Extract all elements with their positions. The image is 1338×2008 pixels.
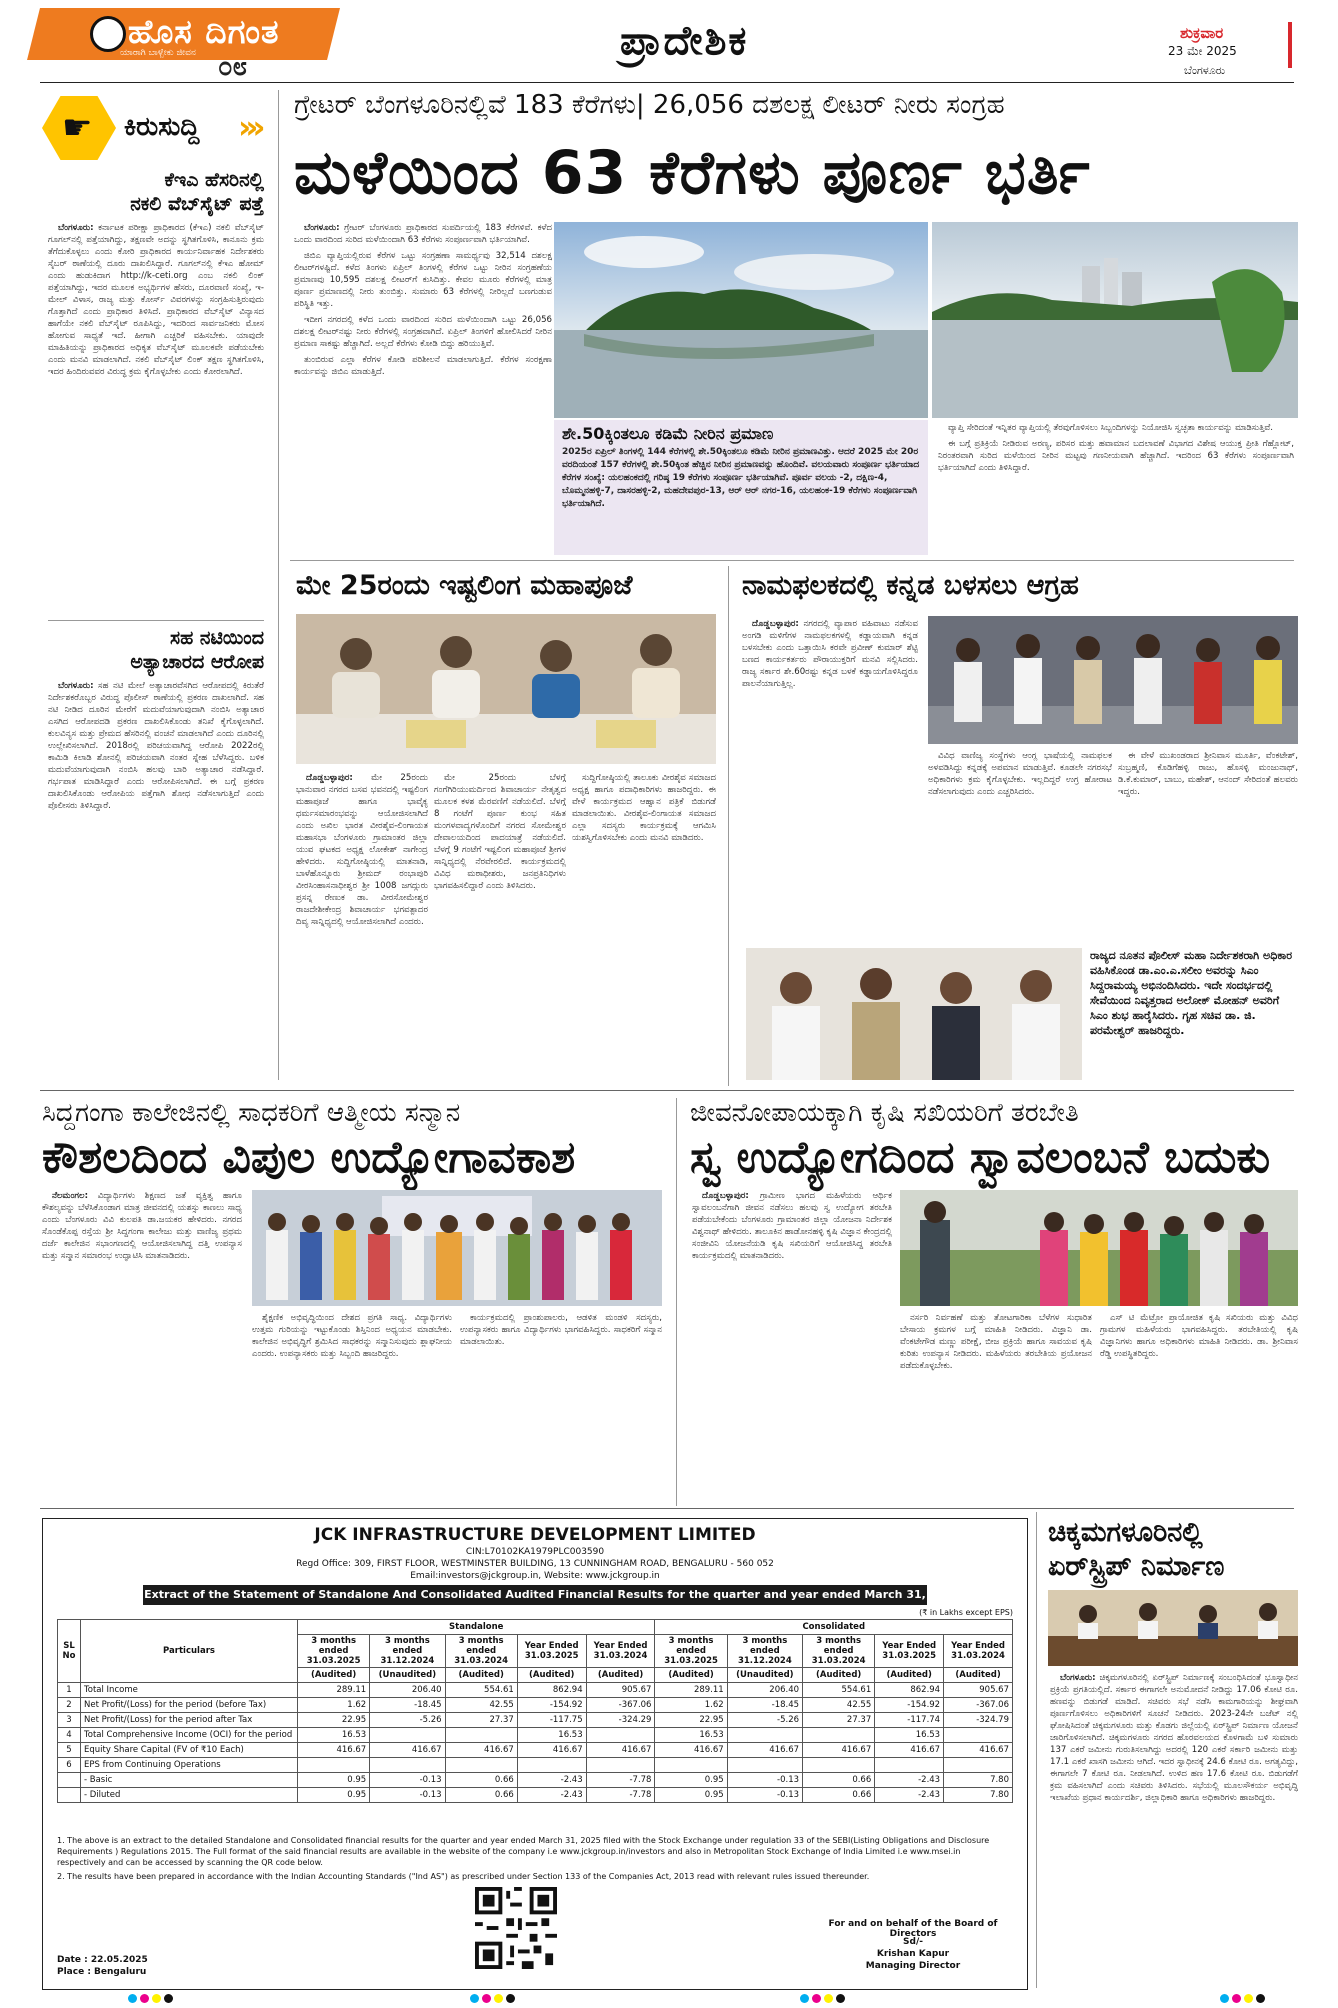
kannada-body-col3: ಈ ವೇಳೆ ಮುಖಂಡರಾದ ಶ್ರೀನಿವಾಸ ಮೂರ್ತಿ, ವೆಂಕಟೇಶ್, ಸುಬ್ರಹ್ಮಣಿ, ಕೊಡಿಗೆಹಳ್ಳಿ ರಾಜು, ಹೊಸಳ್ಳಿ ಮಂಜುನಾಥ್, ಡಿ.ಕೆ.ಕುಮಾರ್, ಬಾಬು, ಮಹೇಶ್, ಆನಂದ್ ಸೇರಿದಂತೆ ಹಲವರು ಇದ್ದರು. xyxy=(1118,751,1298,797)
consolidated-cell: 0.66 xyxy=(803,1773,875,1788)
farm-kicker: ಜೀವನೋಪಾಯಕ್ಕಾಗಿ ಕೃಷಿ ಸಖಿಯರಿಗೆ ತರಬೇತಿ xyxy=(690,1098,1079,1128)
ad-office-address: Regd Office: 309, FIRST FLOOR, WESTMINSTER BUILDING, 13 CUNNINGHAM ROAD, BENGALURU - 560 052 xyxy=(296,1559,774,1569)
puja-body-col2: ಮೇ 25ರಂದು ಬೆಳಗ್ಗೆ ಗಂಗೆಗಿರಿಯುಮರ್ದಿಂದ ಶಿವಾಚಾರ್ಯ ನೇತೃತ್ವದ ಮೂಲಕ ಕಳಶ ಮೆರವಣಿಗೆ ನಡೆಯಲಿದೆ. ಬೆಳಗ್ಗೆ 8 ಗಂಟೆಗೆ ಪೂರ್ಣ ಕುಂಭ ಸಹಿತ ಮಂಗಳವಾದ್ಯಗಳೊಂದಿಗೆ ನಗರದ ಸೋಮೇಶ್ವರ ದೇವಾಲಯದಿಂದ ಪಾದಯಾತ್ರೆ ನಡೆಯಲಿದೆ. ಬೆಳಗ್ಗೆ 9 ಗಂಟೆಗೆ ಇಷ್ಟಲಿಂಗ ಮಹಾಪೂಜೆ ಶ್ರೀಗಳ ಸಾನ್ನಿಧ್ಯದಲ್ಲಿ ನೆರವೇರಲಿದೆ. ಕಾರ್ಯಕ್ರಮದಲ್ಲಿ ವಿವಿಧ ಮಠಾಧೀಶರು, ಜನಪ್ರತಿನಿಧಿಗಳು ಭಾಗವಹಿಸಲಿದ್ದಾರೆ ಎಂದು ತಿಳಿಸಿದರು. xyxy=(434,773,566,891)
pointing-hand-icon: ☛ xyxy=(62,108,93,148)
consolidated-cell: 0.95 xyxy=(655,1788,727,1803)
lead-side-body: ವ್ಯಾಪ್ತಿ ಸೇರಿದಂತೆ ಇನ್ನಿತರ ವ್ಯಾಪ್ತಿಯಲ್ಲಿ ತೆರವುಗೊಳಿಸಲು ಸಿಬ್ಬಂದಿಗಳನ್ನು ನಿಯೋಜಿಸಿ ಸ್ವಚ್ಛತಾ ಕಾರ್ಯವನ್ನು ಮಾಡಿಸುತ್ತಿವೆ. ಈ ಬಗ್ಗೆ ಪ್ರತಿಕ್ರಿಯೆ ನೀಡಿರುವ ಅರಣ್ಯ, ಪರಿಸರ ಮತ್ತು ಹವಾಮಾನ ಬದಲಾವಣೆ ವಿಭಾಗದ ವಿಶೇಷ ಆಯುಕ್ತ ಪ್ರೀತಿ ಗೆಹ್ಲೋಟ್, ನಿರಂತರವಾಗಿ ಸುರಿದ ಮಳೆಯಿಂದ ನೀರಿನ ಮಟ್ಟವು ಗಣನೀಯವಾಗಿ ಹೆಚ್ಚಾಗಿದೆ. ಇದರಿಂದ 63 ಕೆರೆಗಳು ಸಂಪೂರ್ಣವಾಗಿ ಭರ್ತಿಯಾಗಿದೆ ಎಂದು ತಿಳಿಸಿದ್ದಾರೆ. xyxy=(938,423,1294,473)
consolidated-cell xyxy=(944,1758,1013,1773)
table-row xyxy=(58,1683,1013,1698)
consolidated-cell: 7.80 xyxy=(944,1773,1013,1788)
audit-status-header: (Audited) xyxy=(517,1668,586,1683)
consolidated-cell xyxy=(727,1758,802,1773)
audit-status-header: (Audited) xyxy=(298,1668,370,1683)
financial-results-table xyxy=(57,1619,1013,1803)
ad-place: Place : Bengaluru xyxy=(57,1967,147,1977)
standalone-cell: 554.61 xyxy=(445,1683,517,1698)
ad-date: Date : 22.05.2025 xyxy=(57,1955,148,1965)
standalone-cell xyxy=(370,1728,445,1743)
standalone-cell xyxy=(517,1758,586,1773)
ad-signatory: Krishan Kapur xyxy=(876,1949,950,1959)
consolidated-cell: -154.92 xyxy=(875,1698,944,1713)
standalone-cell: 416.67 xyxy=(370,1743,445,1758)
standalone-cell: 0.66 xyxy=(445,1773,517,1788)
row-label: - Basic xyxy=(81,1773,298,1788)
table-row xyxy=(58,1758,1013,1773)
table-row xyxy=(58,1713,1013,1728)
consolidated-cell: 289.11 xyxy=(655,1683,727,1698)
standalone-cell: -2.43 xyxy=(517,1773,586,1788)
consolidated-cell xyxy=(803,1758,875,1773)
issue-day: ಶುಕ್ರವಾರ xyxy=(1180,24,1224,42)
consolidated-cell xyxy=(655,1758,727,1773)
consolidated-cell xyxy=(727,1728,802,1743)
edition-city: ಬೆಂಗಳೂರು xyxy=(1184,64,1226,77)
college-body-col2: ಶೈಕ್ಷಣಿಕ ಅಭಿವೃದ್ಧಿಯಿಂದ ದೇಶದ ಪ್ರಗತಿ ಸಾಧ್ಯ. ವಿದ್ಯಾರ್ಥಿಗಳು ಉತ್ತಮ ಗುರಿಯನ್ನು ಇಟ್ಟುಕೊಂಡು ಶಿಸ್ತಿನಿಂದ ಅಧ್ಯಯನ ಮಾಡಬೇಕು. ಕಾಲೇಜಿನ ಅಭಿವೃದ್ಧಿಗೆ ಶ್ರಮಿಸಿದ ಸಾಧಕರನ್ನು ಸನ್ಮಾನಿಸುವುದು ಶ್ಲಾಘನೀಯ ಎಂದರು. ಉಪನ್ಯಾಸಕರು ಮತ್ತು ಸಿಬ್ಬಂದಿ ಹಾಜರಿದ್ದರು. xyxy=(252,1313,452,1359)
standalone-cell xyxy=(298,1758,370,1773)
ad-company-name: JCK INFRASTRUCTURE DEVELOPMENT LIMITED xyxy=(314,1525,756,1545)
ad-unit-note: (₹ in Lakhs except EPS) xyxy=(919,1608,1013,1617)
standalone-cell xyxy=(445,1758,517,1773)
lead-headline: ಮಳೆಯಿಂದ 63 ಕೆರೆಗಳು ಪೂರ್ಣ ಭರ್ತಿ xyxy=(294,138,1091,208)
registration-dot-magenta xyxy=(140,1994,149,2003)
row-label: Net Profit/(Loss) for the period (before Tax) xyxy=(81,1698,298,1713)
date-accent-bar xyxy=(1288,22,1292,68)
audit-status-header: (Audited) xyxy=(586,1668,655,1683)
audit-status-header: (Audited) xyxy=(875,1668,944,1683)
registration-dot-black-4 xyxy=(1256,1994,1265,2003)
sidebar-story2-headline: ಸಹ ನಟಿಯಿಂದ ಅತ್ಯಾಚಾರದ ಆರೋಪ xyxy=(130,627,264,673)
row-label: Total Income xyxy=(81,1683,298,1698)
jck-financial-results-ad xyxy=(42,1518,1028,1990)
kiru-suddi-label: ಕಿರುಸುದ್ದಿ xyxy=(124,112,200,142)
table-row xyxy=(58,1698,1013,1713)
standalone-cell: 0.66 xyxy=(445,1788,517,1803)
standalone-cell: 289.11 xyxy=(298,1683,370,1698)
consolidated-cell: -5.26 xyxy=(727,1713,802,1728)
standalone-cell: 862.94 xyxy=(517,1683,586,1698)
ad-note-2: 2. The results have been prepared in accordance with the Indian Accounting Standards ("Ind AS") as prescribed under Section 133 of the Companies Act, 2013 read with relevant rules issued thereunder. xyxy=(57,1872,870,1881)
period-header: Year Ended 31.03.2025 xyxy=(875,1635,944,1668)
lake-photo-2 xyxy=(932,222,1298,418)
farm-body-col2: ನರ್ಸರಿ ನಿರ್ವಹಣೆ ಮತ್ತು ತೋಟಗಾರಿಕಾ ಬೆಳೆಗಳ ಸುಧಾರಿತ ಬೇಸಾಯ ಕ್ರಮಗಳ ಬಗ್ಗೆ ಮಾಹಿತಿ ನೀಡಿದರು. ವಿಜ್ಞಾನಿ ಡಾ. ವೆಂಕಟೇಗೌಡ ಮಣ್ಣು ಪರೀಕ್ಷೆ, ಬೀಜ ಪ್ರಕ್ರಿಯೆ ಹಾಗೂ ಸಾವಯವ ಕೃಷಿ ಕುರಿತು ಉಪನ್ಯಾಸ ನೀಡಿದರು. ಮಹಿಳೆಯರು ತರಬೇತಿಯ ಪ್ರಯೋಜನ ಪಡೆದುಕೊಳ್ಳಬೇಕು. xyxy=(900,1313,1092,1371)
consolidated-cell: -2.43 xyxy=(875,1773,944,1788)
standalone-cell: -5.26 xyxy=(370,1713,445,1728)
standalone-cell: -0.13 xyxy=(370,1788,445,1803)
farm-body-col1: ದೊಡ್ಡಬಳ್ಳಾಪುರ: ಗ್ರಾಮೀಣ ಭಾಗದ ಮಹಿಳೆಯರು ಆರ್ಥಿಕ ಸ್ವಾವಲಂಬನೆಗಾಗಿ ಜೀವನ ನಡೆಸಲು ಹಲವು ಸ್ವ ಉದ್ಯೋಗ ತರಬೇತಿ ಪಡೆಯಬೇಕೆಂದು ಬೆಂಗಳೂರು ಗ್ರಾಮಾಂತರ ಜಿಲ್ಲಾ ಯೋಜನಾ ನಿರ್ದೇಶಕ ವಿಶ್ವನಾಥ್ ಹೇಳಿದರು. ತಾಲೂಕಿನ ಹಾಡೋನಹಳ್ಳಿ ಕೃಷಿ ವಿಜ್ಞಾನ ಕೇಂದ್ರದಲ್ಲಿ ಸಂಜೀವಿನಿ ಯೋಜನೆಯಡಿ ಕೃಷಿ ಸಖಿಯರಿಗೆ ಆಯೋಜಿಸಿದ್ದ ತರಬೇತಿ ಕಾರ್ಯಕ್ರಮದಲ್ಲಿ ಮಾತನಾಡಿದರು. xyxy=(692,1191,892,1261)
standalone-cell: 416.67 xyxy=(298,1743,370,1758)
row-label: EPS from Continuing Operations xyxy=(81,1758,298,1773)
registration-dot-cyan xyxy=(128,1994,137,2003)
consolidated-cell: 206.40 xyxy=(727,1683,802,1698)
consolidated-cell: 16.53 xyxy=(655,1728,727,1743)
consolidated-cell: 16.53 xyxy=(875,1728,944,1743)
group-standalone: Standalone xyxy=(298,1620,655,1635)
registration-dot-cyan-3 xyxy=(800,1994,809,2003)
kannada-memorandum-photo xyxy=(928,616,1298,744)
col-sl: SL No xyxy=(58,1620,81,1683)
row-label: Equity Share Capital (FV of ₹10 Each) xyxy=(81,1743,298,1758)
row-sl: 3 xyxy=(58,1713,81,1728)
audit-status-header: (Audited) xyxy=(655,1668,727,1683)
puja-column-rule xyxy=(728,566,729,1086)
college-body-col3: ಕಾರ್ಯಕ್ರಮದಲ್ಲಿ ಪ್ರಾಂಶುಪಾಲರು, ಆಡಳಿತ ಮಂಡಳಿ ಸದಸ್ಯರು, ಉಪನ್ಯಾಸಕರು ಹಾಗೂ ವಿದ್ಯಾರ್ಥಿಗಳು ಭಾಗವಹಿಸಿದ್ದರು. ಸಾಧಕರಿಗೆ ಸನ್ಮಾನ ಮಾಡಲಾಯಿತು. xyxy=(460,1313,662,1347)
lead-photo-caption: ಶೇ.50ಕ್ಕಿಂತಲೂ ಕಡಿಮೆ ನೀರಿನ ಪ್ರಮಾಣ 2025ರ ಏಪ್ರಿಲ್ ತಿಂಗಳಲ್ಲಿ 144 ಕೆರೆಗಳಲ್ಲಿ ಶೇ.50ಕ್ಕಿಂತಲೂ ಕಡಿಮೆ ನೀರಿನ ಪ್ರಮಾಣವಿತ್ತು. ಆದರೆ 2025 ಮೇ 20ರ ವರದಿಯಂತೆ 157 ಕೆರೆಗಳಲ್ಲಿ ಶೇ.50ಕ್ಕಿಂತ ಹೆಚ್ಚಿನ ನೀರಿನ ಪ್ರಮಾಣವನ್ನು ಹೊಂದಿವೆ. ವಲಯವಾರು ಸಂಪೂರ್ಣ ಭರ್ತಿಯಾದ ಕೆರೆಗಳ ಸಂಖ್ಯೆ: ಯಲಹಂಕದಲ್ಲಿ ಗರಿಷ್ಠ 19 ಕೆರೆಗಳು ಸಂಪೂರ್ಣ ಭರ್ತಿಯಾಗಿವೆ. ಪೂರ್ವ ವಲಯ -2, ದಕ್ಷಿಣ-4, ಬೊಮ್ಮನಹಳ್ಳಿ-7, ದಾಸರಹಳ್ಳಿ-2, ಮಹದೇವಪುರ-13, ಆರ್ ಆರ್ ನಗರ-16, ಯಲಹಂಕ-19 ಕೆರೆಗಳು ಸಂಪೂರ್ಣವಾಗಿ ಭರ್ತಿಯಾಗಿದೆ. xyxy=(554,420,928,555)
registration-dot-magenta-4 xyxy=(1232,1994,1241,2003)
consolidated-cell: -324.79 xyxy=(944,1713,1013,1728)
college-body-col1: ನೆಲಮಂಗಲ: ವಿದ್ಯಾರ್ಥಿಗಳು ಶಿಕ್ಷಣದ ಜತೆ ವ್ಯಕ್ತಿತ್ವ ಹಾಗೂ ಕೌಶಲ್ಯವನ್ನು ಬೆಳೆಸಿಕೊಂಡಾಗ ಮಾತ್ರ ಜೀವನದಲ್ಲಿ ಯಶಸ್ಸು ಕಾಣಲು ಸಾಧ್ಯ ಎಂದು ಬೆಂಗಳೂರು ವಿವಿ ಕುಲಪತಿ ಡಾ.ಜಯಕರ ಹೇಳಿದರು. ನಗರದ ಸೊಂಡೆಕೊಪ್ಪ ರಸ್ತೆಯ ಶ್ರೀ ಸಿದ್ದಗಂಗಾ ಕಾಲೇಜು ಮತ್ತು ವಾಣಿಜ್ಯ ಪ್ರಥಮ ದರ್ಜೆ ಕಾಲೇಜಿನ ಸಭಾಂಗಣದಲ್ಲಿ ಆಯೋಜಿಸಲಾಗಿದ್ದ ದತ್ತಿ ಉಪನ್ಯಾಸ ಮತ್ತು ಸನ್ಮಾನ ಸಮಾರಂಭ ಉದ್ಘಾಟಿಸಿ ಮಾತನಾಡಿದರು. xyxy=(42,1191,242,1261)
ad-signature-mark: Sd/- xyxy=(903,1937,923,1947)
consolidated-cell: 416.67 xyxy=(655,1743,727,1758)
issue-date: 23 ಮೇ 2025 xyxy=(1168,44,1237,58)
standalone-cell: 27.37 xyxy=(445,1713,517,1728)
ad-statement-title: Extract of the Statement of Standalone And Consolidated Audited Financial Results for the quarter and year ended March 31, 2025 xyxy=(143,1585,927,1605)
standalone-cell: -7.78 xyxy=(586,1773,655,1788)
standalone-cell: 0.95 xyxy=(298,1788,370,1803)
standalone-cell: -2.43 xyxy=(517,1788,586,1803)
registration-dot-yellow-2 xyxy=(494,1994,503,2003)
registration-dot-black xyxy=(164,1994,173,2003)
header-rule xyxy=(40,82,1294,83)
period-header: Year Ended 31.03.2025 xyxy=(517,1635,586,1668)
consolidated-cell xyxy=(803,1728,875,1743)
standalone-cell: -18.45 xyxy=(370,1698,445,1713)
college-headline: ಕೌಶಲದಿಂದ ವಿಪುಲ ಉದ್ಯೋಗಾವಕಾಶ xyxy=(42,1132,576,1183)
consolidated-cell: -0.13 xyxy=(727,1788,802,1803)
standalone-cell: -0.13 xyxy=(370,1773,445,1788)
period-header: 3 months ended 31.03.2024 xyxy=(445,1635,517,1668)
table-row xyxy=(58,1743,1013,1758)
registration-dot-black-3 xyxy=(836,1994,845,2003)
ad-board-note: For and on behalf of the Board of Directors xyxy=(828,1919,998,1939)
audit-status-header: (Audited) xyxy=(445,1668,517,1683)
standalone-cell: 416.67 xyxy=(586,1743,655,1758)
puja-body-col3: ಸುದ್ದಿಗೋಷ್ಠಿಯಲ್ಲಿ ತಾಲೂಕು ವೀರಶೈವ ಸಮಾಜದ ಅಧ್ಯಕ್ಷ ಹಾಗೂ ಪದಾಧಿಕಾರಿಗಳು ಹಾಜರಿದ್ದರು. ಈ ವೇಳೆ ಕಾರ್ಯಕ್ರಮದ ಆಹ್ವಾನ ಪತ್ರಿಕೆ ಬಿಡುಗಡೆ ಮಾಡಲಾಯಿತು. ವೀರಶೈವ-ಲಿಂಗಾಯತ ಸಮಾಜದ ಎಲ್ಲಾ ಸದಸ್ಯರು ಕಾರ್ಯಕ್ರಮಕ್ಕೆ ಆಗಮಿಸಿ ಯಶಸ್ವಿಗೊಳಿಸಬೇಕು ಎಂದು ಮನವಿ ಮಾಡಿದರು. xyxy=(572,773,716,843)
consolidated-cell: 862.94 xyxy=(875,1683,944,1698)
farm-body-col3: ಎಸ್ ಟಿ ಮೆಟ್ರೋ ಪ್ರಾಯೋಜಿತ ಕೃಷಿ ಸಖಿಯರು ಮತ್ತು ವಿವಿಧ ಗ್ರಾಮಗಳ ಮಹಿಳೆಯರು ಭಾಗವಹಿಸಿದ್ದರು. ತರಬೇತಿಯಲ್ಲಿ ಕೃಷಿ ವಿಜ್ಞಾನಿಗಳು ಹಾಗೂ ಅಧಿಕಾರಿಗಳು ಮಾಹಿತಿ ನೀಡಿದರು. ಡಾ. ಶ್ರೀನಿವಾಸ ರೆಡ್ಡಿ ಉಪಸ್ಥಿತರಿದ್ದರು. xyxy=(1100,1313,1298,1359)
standalone-cell: -324.29 xyxy=(586,1713,655,1728)
airstrip-column-rule xyxy=(1036,1512,1037,1988)
standalone-cell: 1.62 xyxy=(298,1698,370,1713)
row-sl: 1 xyxy=(58,1683,81,1698)
consolidated-cell: 27.37 xyxy=(803,1713,875,1728)
standalone-cell: 905.67 xyxy=(586,1683,655,1698)
police-photo-caption: ರಾಜ್ಯದ ನೂತನ ಪೊಲೀಸ್ ಮಹಾ ನಿರ್ದೇಶಕರಾಗಿ ಅಧಿಕಾರ ವಹಿಸಿಕೊಂಡ ಡಾ.ಎಂ.ಎ.ಸಲೀಂ ಅವರನ್ನು ಸಿಎಂ ಸಿದ್ದರಾಮಯ್ಯ ಅಭಿನಂದಿಸಿದರು. ಇದೇ ಸಂದರ್ಭದಲ್ಲಿ ಸೇವೆಯಿಂದ ನಿವೃತ್ತರಾದ ಅಲೋಕ್ ಮೋಹನ್ ಅವರಿಗೆ ಸಿಎಂ ಶುಭ ಹಾರೈಸಿದರು. ಗೃಹ ಸಚಿವ ಡಾ. ಜಿ. ಪರಮೇಶ್ವರ್ ಹಾಜರಿದ್ದರು. xyxy=(1090,949,1293,1037)
section-title: ಪ್ರಾದೇಶಿಕ xyxy=(620,18,749,64)
ad-contact: Email:investors@jckgroup.in, Website: www.jckgroup.in xyxy=(410,1571,660,1581)
standalone-cell: 22.95 xyxy=(298,1713,370,1728)
page-number: ೦೮ xyxy=(218,52,248,82)
registration-dot-yellow-4 xyxy=(1244,1994,1253,2003)
consolidated-cell: -18.45 xyxy=(727,1698,802,1713)
standalone-cell: 206.40 xyxy=(370,1683,445,1698)
standalone-cell: 16.53 xyxy=(517,1728,586,1743)
row-label: Total Comprehensive Income (OCI) for the period xyxy=(81,1728,298,1743)
qr-code-icon xyxy=(475,1887,557,1969)
group-consolidated: Consolidated xyxy=(655,1620,1013,1635)
masthead-logo-icon xyxy=(90,16,126,52)
airstrip-body: ಬೆಂಗಳೂರು: ಚಿಕ್ಕಮಗಳೂರಿನಲ್ಲಿ ಏರ್‌ಸ್ಟ್ರಿಪ್ ನಿರ್ಮಾಣಕ್ಕೆ ಸಂಬಂಧಿಸಿದಂತೆ ಭೂಸ್ವಾಧೀನ ಪ್ರಕ್ರಿಯೆ ಪ್ರಗತಿಯಲ್ಲಿದೆ. ಸರ್ಕಾರ ಈಗಾಗಲೇ ಅನುಮೋದನೆ ನೀಡಿದ್ದು 17.06 ಕೋಟಿ ರೂ. ಹಣವನ್ನು ಬಿಡುಗಡೆ ಮಾಡಿದೆ. ಸಚಿವರು ಸಭೆ ನಡೆಸಿ ಕಾಮಗಾರಿಯನ್ನು ಶೀಘ್ರವಾಗಿ ಪೂರ್ಣಗೊಳಿಸಲು ಅಧಿಕಾರಿಗಳಿಗೆ ಸೂಚನೆ ನೀಡಿದರು. 2023-24ನೇ ಬಜೆಟ್ ನಲ್ಲಿ ಘೋಷಿಸಿದಂತೆ ಚಿಕ್ಕಮಗಳೂರು ಮತ್ತು ಕೊಡಗು ಜಿಲ್ಲೆಯಲ್ಲಿ ಏರ್‌ಸ್ಟ್ರಿಪ್ ನಿರ್ಮಾಣ ಯೋಜನೆ ಜಾರಿಗೊಳಿಸಲಾಗಿದೆ. ಚಿಕ್ಕಮಗಳೂರು ನಗರದ ಹೊರವಲಯದ ಕೊಳಗಾಮೆ ಬಳಿ ಸುಮಾರು 137 ಎಕರೆ ಜಮೀನು ಗುರುತಿಸಲಾಗಿದ್ದು ಅದರಲ್ಲಿ 120 ಎಕರೆ ಸರ್ಕಾರಿ ಜಮೀನು ಮತ್ತು 17.1 ಎಕರೆ ಖಾಸಗಿ ಜಮೀನು ಆಗಿದೆ. ಇದರ ಸ್ವಾಧೀನಕ್ಕೆ 24.6 ಕೋಟಿ ರೂ. ಅಗತ್ಯವಿದ್ದು, ಈಗಾಗಲೇ 7 ಕೋಟಿ ರೂ. ನೀಡಲಾಗಿದೆ. ಉಳಿದ ಹಣ 17.6 ಕೋಟಿ ರೂ. ಬಿಡುಗಡೆಗೆ ಕ್ರಮ ವಹಿಸಲಾಗಿದೆ ಎಂದು ಸಚಿವರು ತಿಳಿಸಿದರು. ಸಭೆಯಲ್ಲಿ ಮೂಲಸೌಕರ್ಯ ಅಭಿವೃದ್ಧಿ ಇಲಾಖೆಯ ಪ್ರಧಾನ ಕಾರ್ಯದರ್ಶಿ, ಜಿಲ್ಲಾಧಿಕಾರಿ ಹಾಗೂ ಅಧಿಕಾರಿಗಳು ಹಾಜರಿದ್ದರು. xyxy=(1050,1673,1298,1803)
consolidated-cell: 416.67 xyxy=(944,1743,1013,1758)
standalone-cell: -117.75 xyxy=(517,1713,586,1728)
kannada-body-col2: ವಿವಿಧ ವಾಣಿಜ್ಯ ಸಂಸ್ಥೆಗಳು ಆಂಗ್ಲ ಭಾಷೆಯಲ್ಲಿ ನಾಮಫಲಕ ಅಳವಡಿಸಿದ್ದು ಕನ್ನಡಕ್ಕೆ ಅಪಮಾನ ಮಾಡುತ್ತಿವೆ. ಕೂಡಲೇ ನಗರಸಭೆ ಅಧಿಕಾರಿಗಳು ಕ್ರಮ ಕೈಗೊಳ್ಳಬೇಕು. ಇಲ್ಲದಿದ್ದರೆ ಉಗ್ರ ಹೋರಾಟ ನಡೆಸಲಾಗುವುದು ಎಂದು ಎಚ್ಚರಿಸಿದರು. xyxy=(928,751,1112,797)
row-sl xyxy=(58,1788,81,1803)
college-column-rule xyxy=(676,1098,677,1506)
table-row xyxy=(58,1788,1013,1803)
period-header: Year Ended 31.03.2024 xyxy=(944,1635,1013,1668)
ad-cin: CIN:L70102KA1979PLC003590 xyxy=(465,1547,605,1557)
period-header: 3 months ended 31.03.2025 xyxy=(655,1635,727,1668)
row-label: - Diluted xyxy=(81,1788,298,1803)
consolidated-cell: 7.80 xyxy=(944,1788,1013,1803)
consolidated-cell: 416.67 xyxy=(727,1743,802,1758)
standalone-cell xyxy=(586,1728,655,1743)
consolidated-cell xyxy=(944,1728,1013,1743)
registration-dot-magenta-2 xyxy=(482,1994,491,2003)
sidebar-story1-body: ಬೆಂಗಳೂರು: ಕರ್ನಾಟಕ ಪರೀಕ್ಷಾ ಪ್ರಾಧಿಕಾರದ (ಕೆಇಎ) ನಕಲಿ ವೆಬ್‌ಸೈಟ್ ಗೂಗಲ್‌ನಲ್ಲಿ ಪತ್ತೆಯಾಗಿದ್ದು, ತಕ್ಷಣವೇ ಅದನ್ನು ಸ್ಥಗಿತಗೊಳಿಸಿ, ಕಾನೂನು ಕ್ರಮ ತೆಗೆದುಕೊಳ್ಳಲು ಎಂದು ಕೋರಿ ಪ್ರಾಧಿಕಾರದ ಕಾರ್ಯನಿರ್ವಾಹಕ ನಿರ್ದೇಶಕರು ಸೈಬರ್ ಠಾಣೆಯಲ್ಲಿ ದೂರು ದಾಖಲಿಸಿದ್ದಾರೆ. ಗೂಗಲ್‌ನಲ್ಲಿ ಕೆಇಎ ಹೋಮ್ ಎಂದು ಹುಡುಕಿದಾಗ http://k-ceti.org ಎಂಬ ನಕಲಿ ಲಿಂಕ್ ಪತ್ತೆಯಾಗಿದ್ದು, ಇದರ ಮೂಲಕ ಅಭ್ಯರ್ಥಿಗಳ ಹೆಸರು, ದೂರವಾಣಿ ಸಂಖ್ಯೆ, ಇ-ಮೇಲ್ ವಿಳಾಸ, ರಾಜ್ಯ ಮತ್ತು ಕೋರ್ಸ್ ವಿವರಗಳನ್ನು ಸಂಗ್ರಹಿಸುತ್ತಿರುವುದು ಗೊತ್ತಾಗಿದೆ ಎಂದು ಪ್ರಾಧಿಕಾರ ತಿಳಿಸಿದೆ. ಪ್ರಾಧಿಕಾರದ ವೆಬ್‌ಸೈಟ್ ವಿನ್ಯಾಸದ ಹಾಗೆಯೇ ನಕಲಿ ವೆಬ್‌ಸೈಟ್ ರೂಪಿಸಿದ್ದು, ಇದರಿಂದ ಸಾರ್ವಜನಿಕರು ಮೋಸ ಹೋಗುವ ಸಾಧ್ಯತೆ ಇದೆ. ಹೀಗಾಗಿ ಎಚ್ಚರಿಕೆ ವಹಿಸಬೇಕು. ಯಾವುದೇ ಮಾಹಿತಿಯನ್ನು ಪ್ರಾಧಿಕಾರದ ಅಧಿಕೃತ ವೆಬ್‌ಸೈಟ್ ಮೂಲಕವೇ ಪಡೆಯಬೇಕು ಎಂದು ಮನವಿ ಮಾಡಲಾಗಿದೆ. ನಕಲಿ ವೆಬ್‌ಸೈಟ್ ಲಿಂಕ್ ತಕ್ಷಣ ಸ್ಥಗಿತಗೊಳಿಸಿ, ಇದರ ಹಿಂದಿರುವವರ ವಿರುದ್ಧ ಕ್ರಮ ಕೈಗೊಳ್ಳಬೇಕು ಎಂದು ಕೋರಲಾಗಿದೆ. xyxy=(48,223,264,377)
sidebar-story2-body: ಬೆಂಗಳೂರು: ಸಹ ನಟಿ ಮೇಲೆ ಅತ್ಯಾಚಾರವೆಸಗಿದ ಆರೋಪದಲ್ಲಿ ಕಿರುತೆರೆ ನಿರ್ದೇಶಕರೊಬ್ಬರ ವಿರುದ್ಧ ಪೊಲೀಸ್ ಠಾಣೆಯಲ್ಲಿ ಪ್ರಕರಣ ದಾಖಲಾಗಿದೆ. ಸಹ ನಟಿ ನೀಡಿದ ದೂರಿನ ಮೇರೆಗೆ ಮದುವೆಯಾಗುವುದಾಗಿ ನಂಬಿಸಿ ಅತ್ಯಾಚಾರ ಎಸಗಿದ ಆರೋಪದಡಿ ಪ್ರಕರಣ ದಾಖಲಿಸಿಕೊಂಡು ತನಿಖೆ ಕೈಗೊಳ್ಳಲಾಗಿದೆ. ಕುಲವಿನ್ಯಸ ಮತ್ತು ಪ್ರೇಮದ ಹೆಸರಿನಲ್ಲಿ ವಂಚನೆ ಮಾಡಲಾಗಿದೆ ಎಂದು ದೂರಿನಲ್ಲಿ ಉಲ್ಲೇಖಿಸಲಾಗಿದೆ. 2018ರಲ್ಲಿ ಪರಿಚಯವಾಗಿದ್ದ ಆರೋಪಿ 2022ರಲ್ಲಿ ಕಾಮಿಡಿ ಕಿಲಾಡಿ ಶೋನಲ್ಲಿ ಪರಿಚಯವಾಗಿ ನಂತರ ಸ್ನೇಹ ಬೆಳೆಸಿದ್ದರು. ಬಳಿಕ ಮದುವೆಯಾಗುವುದಾಗಿ ನಂಬಿಸಿ ಹಲವು ಬಾರಿ ಅತ್ಯಾಚಾರ ನಡೆಸಿದ್ದಾರೆ. ಗರ್ಭಪಾತ ಮಾಡಿಸಿದ್ದಾರೆ ಎಂದು ಆರೋಪಿಸಲಾಗಿದೆ. ಈ ಬಗ್ಗೆ ಪ್ರಕರಣ ದಾಖಲಿಸಿಕೊಂಡು ಆರೋಪಿಯ ಪತ್ತೆಗಾಗಿ ಶೋಧ ನಡೆಸಲಾಗುತ್ತಿದೆ ಎಂದು ಪೊಲೀಸರು ತಿಳಿಸಿದ್ದಾರೆ. xyxy=(48,681,264,811)
farm-training-photo xyxy=(900,1190,1298,1306)
registration-dot-cyan-4 xyxy=(1220,1994,1229,2003)
consolidated-cell: 416.67 xyxy=(875,1743,944,1758)
standalone-cell: -7.78 xyxy=(586,1788,655,1803)
lake-photo-1 xyxy=(554,222,928,418)
audit-status-header: (Unaudited) xyxy=(727,1668,802,1683)
period-header: 3 months ended 31.12.2024 xyxy=(370,1635,445,1668)
consolidated-cell xyxy=(875,1758,944,1773)
period-header: Year Ended 31.03.2024 xyxy=(586,1635,655,1668)
standalone-cell: -367.06 xyxy=(586,1698,655,1713)
row-sl: 2 xyxy=(58,1698,81,1713)
standalone-cell xyxy=(370,1758,445,1773)
mid-page-rule xyxy=(40,1090,1294,1091)
standalone-cell xyxy=(586,1758,655,1773)
row-label: Net Profit/(Loss) for the period after Tax xyxy=(81,1713,298,1728)
puja-body-col1: ದೊಡ್ಡಬಳ್ಳಾಪುರ: ಮೇ 25ರಂದು ಭಾನುವಾರ ನಗರದ ಬಸವ ಭವನದಲ್ಲಿ ಇಷ್ಟಲಿಂಗ ಮಹಾಪೂಜೆ ಹಾಗೂ ಭಾವೈಕ್ಯ ಧರ್ಮಸಮಾರಂಭವನ್ನು ಆಯೋಜಿಸಲಾಗಿದೆ ಎಂದು ಅಖಿಲ ಭಾರತ ವೀರಶೈವ-ಲಿಂಗಾಯತ ಮಹಾಸಭಾ ಬೆಂಗಳೂರು ಗ್ರಾಮಾಂತರ ಜಿಲ್ಲಾ ಯುವ ಘಟಕದ ಅಧ್ಯಕ್ಷ ಲೋಕೇಶ್ ನಾಗೇಂದ್ರ ಹೇಳಿದರು. ಸುದ್ದಿಗೋಷ್ಠಿಯಲ್ಲಿ ಮಾತನಾಡಿ, ಬಾಳೆಹೊನ್ನೂರು ಶ್ರೀಮದ್ ರಂಭಾಪುರಿ ವೀರಸಿಂಹಾಸನಾಧೀಶ್ವರ ಶ್ರೀ 1008 ಜಗದ್ಗುರು ಪ್ರಸನ್ನ ರೇಣುಕ ಡಾ. ವೀರಸೋಮೇಶ್ವರ ರಾಜದೇಶೀಕೇಂದ್ರ ಶಿವಾಚಾರ್ಯ ಭಗವತ್ಪಾದರ ದಿವ್ಯ ಸಾನ್ನಿಧ್ಯದಲ್ಲಿ ಆಯೋಜಿಸಲಾಗಿದೆ ಎಂದರು. xyxy=(296,773,428,927)
period-header: 3 months ended 31.03.2024 xyxy=(803,1635,875,1668)
masthead-title: ಹೊಸ ದಿಗಂತ xyxy=(128,12,280,51)
standalone-cell: 416.67 xyxy=(445,1743,517,1758)
period-header: 3 months ended 31.03.2025 xyxy=(298,1635,370,1668)
airstrip-meeting-photo xyxy=(1048,1590,1298,1666)
consolidated-cell: -117.74 xyxy=(875,1713,944,1728)
row-sl: 5 xyxy=(58,1743,81,1758)
standalone-cell: 42.55 xyxy=(445,1698,517,1713)
table-row xyxy=(58,1773,1013,1788)
masthead-tagline: ಯಾರಾಗಿ ಬಾಳ್ಬೇಕು ಜೀವನ xyxy=(120,48,196,58)
lead-body: ಬೆಂಗಳೂರು: ಗ್ರೇಟರ್ ಬೆಂಗಳೂರು ಪ್ರಾಧಿಕಾರದ ಸುಪರ್ದಿಯಲ್ಲಿ 183 ಕೆರೆಗಳಿವೆ. ಕಳೆದ ಒಂದು ವಾರದಿಂದ ಸುರಿದ ಮಳೆಯಿಂದಾಗಿ 63 ಕೆರೆಗಳು ಸಂಪೂರ್ಣವಾಗಿ ಭರ್ತಿಯಾಗಿವೆ. ಜಿಬಿಎ ವ್ಯಾಪ್ತಿಯಲ್ಲಿರುವ ಕೆರೆಗಳ ಒಟ್ಟು ಸಂಗ್ರಹಣಾ ಸಾಮರ್ಥ್ಯವು 32,514 ದಶಲಕ್ಷ ಲೀಟರ್‌ಗಳಷ್ಟಿದೆ. ಕಳೆದ ತಿಂಗಳು ಏಪ್ರಿಲ್ ತಿಂಗಳಲ್ಲಿ ಕೆರೆಗಳ ಒಟ್ಟು ನೀರಿನ ಸಂಗ್ರಹಣೆಯ ಪ್ರಮಾಣವು 10,595 ದಶಲಕ್ಷ ಲೀಟರ್‌ಗೆ ಕುಸಿದಿತ್ತು. ಕೇವಲ ಮೂರು ಕೆರೆಗಳಲ್ಲಿ ಮಾತ್ರ ಪೂರ್ಣ ಪ್ರಮಾಣದಲ್ಲಿ ನೀರು ತುಂಬಿತ್ತು. ಸುಮಾರು 63 ಕೆರೆಗಳಲ್ಲಿ ನೀರಿಲ್ಲದೆ ಬಣಗುಡುವ ಪರಿಸ್ಥಿತಿ ಇತ್ತು. ಇದೀಗ ನಗರದಲ್ಲಿ ಕಳೆದ ಒಂದು ವಾರದಿಂದ ಸುರಿದ ಮಳೆಯಿಂದಾಗಿ ಒಟ್ಟು 26,056 ದಶಲಕ್ಷ ಲೀಟರ್‌ನಷ್ಟು ನೀರು ಕೆರೆಗಳಲ್ಲಿ ಸಂಗ್ರಹವಾಗಿದೆ. ಏಪ್ರಿಲ್ ತಿಂಗಳಿಗೆ ಹೋಲಿಸಿದರೆ ನೀರಿನ ಪ್ರಮಾಣ ಸಾಕಷ್ಟು ಹೆಚ್ಚಾಗಿದೆ. ಅಲ್ಲದೆ ಕೆರೆಗಳು ಕೋಡಿ ಬಿದ್ದು ಹರಿಯುತ್ತಿವೆ. ತುಂಬಿರುವ ಎಲ್ಲಾ ಕೆರೆಗಳ ಕೋಡಿ ಪರಿಶೀಲನೆ ಮಾಡಲಾಗುತ್ತಿದೆ. ಕೆರೆಗಳ ಸಂರಕ್ಷಣಾ ಕಾರ್ಯವನ್ನು ಜಿಬಿಎ ಮಾಡುತ್ತಿದೆ. xyxy=(294,223,552,377)
period-header: 3 months ended 31.12.2024 xyxy=(727,1635,802,1668)
standalone-cell xyxy=(445,1728,517,1743)
consolidated-cell: -2.43 xyxy=(875,1788,944,1803)
sidebar-divider xyxy=(48,620,264,621)
consolidated-cell: 0.95 xyxy=(655,1773,727,1788)
row-sl: 6 xyxy=(58,1758,81,1773)
consolidated-cell: 416.67 xyxy=(803,1743,875,1758)
row-sl: 4 xyxy=(58,1728,81,1743)
registration-dot-black-2 xyxy=(506,1994,515,2003)
row-sl xyxy=(58,1773,81,1788)
airstrip-headline: ಚಿಕ್ಕಮಗಳೂರಿನಲ್ಲಿ ಏರ್‌ಸ್ಟ್ರಿಪ್ ನಿರ್ಮಾಣ xyxy=(1048,1517,1225,1582)
lead-kicker: ಗ್ರೇಟರ್ ಬೆಂಗಳೂರಿನಲ್ಲಿವೆ 183 ಕೆರೆಗಳು| 26,056 ದಶಲಕ್ಷ ಲೀಟರ್ ನೀರು ಸಂಗ್ರಹ xyxy=(294,90,1005,120)
ad-designation: Managing Director xyxy=(865,1961,961,1971)
standalone-cell: 16.53 xyxy=(298,1728,370,1743)
chevrons-icon: ››› xyxy=(238,108,260,146)
police-chief-photo xyxy=(746,948,1082,1080)
audit-status-header: (Audited) xyxy=(803,1668,875,1683)
consolidated-cell: 0.66 xyxy=(803,1788,875,1803)
farm-headline: ಸ್ವ ಉದ್ಯೋಗದಿಂದ ಸ್ವಾವಲಂಬನೆ ಬದುಕು xyxy=(690,1132,1271,1183)
registration-dot-magenta-3 xyxy=(812,1994,821,2003)
col-particulars: Particulars xyxy=(81,1620,298,1683)
lead-bottom-rule xyxy=(290,560,1294,561)
kannada-body-col1: ದೊಡ್ಡಬಳ್ಳಾಪುರ: ನಗರದಲ್ಲಿ ವ್ಯಾಪಾರ ವಹಿವಾಟು ನಡೆಸುವ ಅಂಗಡಿ ಮಳಿಗೆಗಳ ನಾಮಫಲಕಗಳಲ್ಲಿ ಕಡ್ಡಾಯವಾಗಿ ಕನ್ನಡ ಬಳಸಬೇಕು ಎಂದು ಒತ್ತಾಯಿಸಿ ಕರವೇ ಪ್ರವೀಣ್ ಕುಮಾರ್ ಶೆಟ್ಟಿ ಬಣದ ಕಾರ್ಯಕರ್ತರು ಪೌರಾಯುಕ್ತರಿಗೆ ಮನವಿ ಸಲ್ಲಿಸಿದರು. ರಾಜ್ಯ ಸರ್ಕಾರ ಶೇ.60ರಷ್ಟು ಕನ್ನಡ ಬಳಕೆ ಕಡ್ಡಾಯಗೊಳಿಸಿದ್ದರೂ ಪಾಲನೆಯಾಗುತ್ತಿಲ್ಲ. xyxy=(742,619,918,689)
audit-status-header: (Audited) xyxy=(944,1668,1013,1683)
standalone-cell: 0.95 xyxy=(298,1773,370,1788)
consolidated-cell: 905.67 xyxy=(944,1683,1013,1698)
registration-dot-cyan-2 xyxy=(470,1994,479,2003)
college-kicker: ಸಿದ್ದಗಂಗಾ ಕಾಲೇಜಿನಲ್ಲಿ ಸಾಧಕರಿಗೆ ಆತ್ಮೀಯ ಸನ್ಮಾನ xyxy=(42,1098,461,1128)
consolidated-cell: 1.62 xyxy=(655,1698,727,1713)
standalone-cell: -154.92 xyxy=(517,1698,586,1713)
college-felicitation-photo xyxy=(252,1190,662,1306)
consolidated-cell: 554.61 xyxy=(803,1683,875,1698)
ad-top-rule xyxy=(40,1508,1294,1509)
table-row xyxy=(58,1728,1013,1743)
kannada-headline: ನಾಮಫಲಕದಲ್ಲಿ ಕನ್ನಡ ಬಳಸಲು ಆಗ್ರಹ xyxy=(742,570,1079,601)
registration-dot-yellow-3 xyxy=(824,1994,833,2003)
sidebar-story1-headline: ಕೆಇಎ ಹೆಸರಿನಲ್ಲಿ ನಕಲಿ ವೆಬ್‌ಸೈಟ್ ಪತ್ತೆ xyxy=(130,169,264,215)
sidebar-column-rule xyxy=(278,90,279,1080)
puja-headline: ಮೇ 25ರಂದು ಇಷ್ಟಲಿಂಗ ಮಹಾಪೂಜೆ xyxy=(296,570,633,601)
standalone-cell: 416.67 xyxy=(517,1743,586,1758)
ad-note-1: 1. The above is an extract to the detailed Standalone and Consolidated financial results for the quarter and year ended March 31, 2025 filed with the Stock Exchange under regulation 33 of the SEBI(Listing Obligations and Disclosure Requirements ) Regulations 2015. The Full format of the said financial results are available in the website of the company i.e www.jckgroup.in/investors and also in Metropolitan Stock Exchange of India Limited i.e www.msei.in respectively and can be accessed by scanning the QR code below. xyxy=(57,1836,990,1867)
consolidated-cell: -0.13 xyxy=(727,1773,802,1788)
puja-press-photo xyxy=(296,614,716,764)
consolidated-cell: -367.06 xyxy=(944,1698,1013,1713)
consolidated-cell: 22.95 xyxy=(655,1713,727,1728)
audit-status-header: (Unaudited) xyxy=(370,1668,445,1683)
registration-dot-yellow xyxy=(152,1994,161,2003)
consolidated-cell: 42.55 xyxy=(803,1698,875,1713)
